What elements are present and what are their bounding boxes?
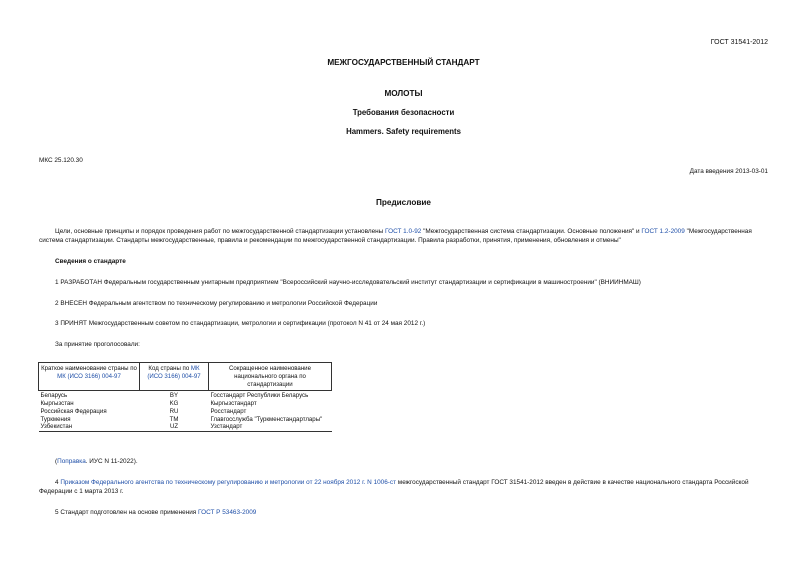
foreword-text-part1: Цели, основные принципы и порядок проведения работ по межгосударственной стандартизации установлены (55, 228, 386, 235)
table-row (39, 423, 332, 431)
header-country-code: Код страны по МК (ИСО 3166) 004-97 (140, 363, 209, 391)
info-item-enacted: 4 Приказом Федерального агентства по техническому регулированию и метрологии от 22 ноября 2012 г. N 1006-ст межгосударственный стандарт ГОСТ 31541-2012 введен в действие в качестве национального стандарта Российской Федерации с 1 марта 2013 г. (39, 479, 749, 495)
code-cell: TM (169, 415, 179, 423)
gost-1-0-link[interactable]: ГОСТ 1.0-92 (385, 228, 422, 235)
info-item-basis: 5 Стандарт подготовлен на основе применения ГОСТ Р 53463-2009 (55, 509, 257, 516)
document-code: ГОСТ 31541-2012 (710, 39, 768, 46)
amendment-link[interactable]: Поправка (57, 458, 86, 465)
header-country-name: Краткое наименование страны по МК (ИСО 3166) 004-97 (39, 363, 140, 391)
gost-1-2-link[interactable]: ГОСТ 1.2-2009 (641, 228, 685, 235)
mk-iso-3166-link[interactable]: МК (ИСО 3166) 004-97 (57, 372, 121, 380)
body-cell: Росстандарт (210, 407, 247, 415)
country-cell: Беларусь (40, 391, 68, 399)
voted-label: За принятие проголосовали: (55, 341, 140, 348)
foreword-heading: Предисловие (376, 198, 431, 207)
info-item-adopted: 3 ПРИНЯТ Межгосударственным советом по стандартизации, метрологии и сертификации (протокол N 41 от 24 мая 2012 г.) (55, 320, 426, 327)
info-item-developed: 1 РАЗРАБОТАН Федеральным государственным унитарным предприятием "Всероссийский научно-исследовательский институт стандартизации и сертификации в машиностроении" (ВНИИНМАШ) (55, 279, 641, 286)
order-link[interactable]: Приказом Федерального агентства по техническому регулированию и метрологии от 22 ноября 2012 г. N 1006-ст (60, 479, 397, 486)
mks-code: МКС 25.120.30 (39, 157, 83, 164)
standard-type-heading: МЕЖГОСУДАРСТВЕННЫЙ СТАНДАРТ (327, 58, 480, 67)
country-cell: Российская Федерация (40, 407, 107, 415)
country-cell: Туркмения (40, 415, 71, 423)
code-cell: KG (169, 399, 179, 407)
amendment-note: (Поправка. ИУС N 11-2022). (55, 458, 138, 465)
body-cell: Госстандарт Республики Беларусь (210, 391, 309, 399)
introduction-date: Дата введения 2013-03-01 (689, 168, 768, 175)
info-item-submitted: 2 ВНЕСЕН Федеральным агентством по техническому регулированию и метрологии Российской Федерации (55, 300, 378, 307)
voting-states-table (38, 362, 332, 432)
table-row (39, 408, 332, 416)
standard-info-heading: Сведения о стандарте (55, 258, 126, 265)
table-row (39, 390, 332, 399)
code-cell: UZ (140, 423, 209, 431)
country-cell: Узбекистан (39, 423, 140, 431)
code-cell: BY (169, 391, 179, 399)
document-subtitle: Требования безопасности (352, 108, 455, 117)
mk-iso-3166-code-link[interactable]: МК (ИСО 3166) 004-97 (147, 365, 201, 380)
country-cell: Кыргызстан (40, 399, 74, 407)
table-row (39, 400, 332, 408)
body-cell: Узстандарт (209, 423, 332, 431)
foreword-text-part3: "Межгосударственная система стандартизации. Стандарты межгосударственные, правила и рекомендации по межгосударственной стандартизации. Правила разработки, принятия, применения, обновления и отмены" (39, 228, 752, 244)
body-cell: Кыргызстандарт (210, 399, 257, 407)
document-english-title: Hammers. Safety requirements (346, 127, 461, 136)
table-header-row (39, 363, 332, 391)
foreword-text-part2: "Межгосударственная система стандартизации. Основные положения" и (421, 228, 642, 235)
foreword-paragraph (39, 228, 770, 245)
header-national-body: Сокращенное наименование национального органа по стандартизации (209, 363, 332, 391)
table-row (39, 416, 332, 424)
document-title: МОЛОТЫ (384, 89, 423, 98)
code-cell: RU (169, 407, 179, 415)
body-cell: Главгосслужба "Туркменстандартлары" (210, 415, 323, 423)
gost-r-53463-link[interactable]: ГОСТ Р 53463-2009 (198, 509, 257, 516)
